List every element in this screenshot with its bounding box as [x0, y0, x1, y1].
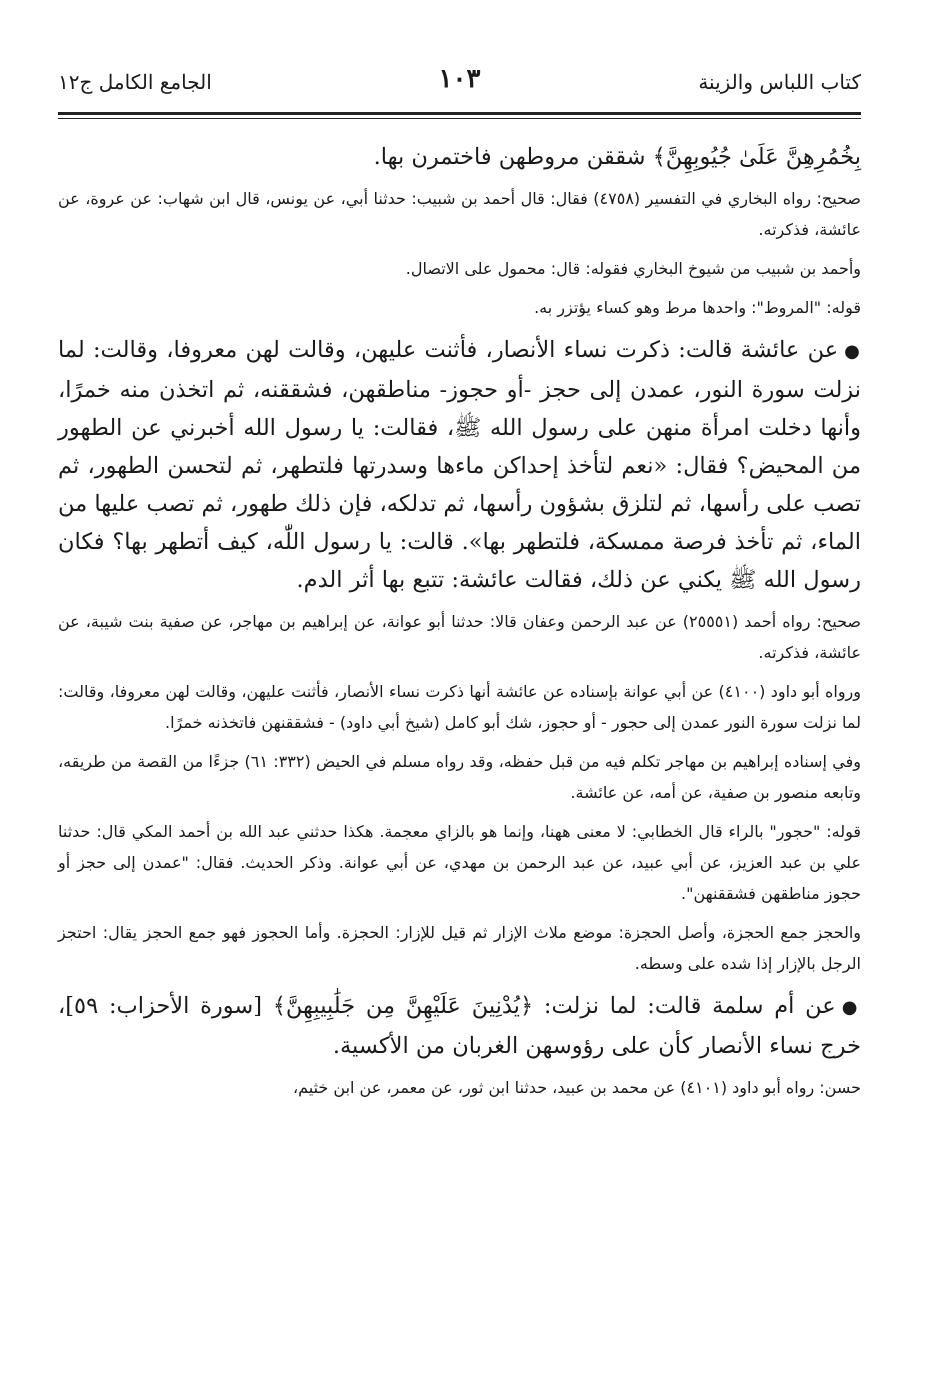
- commentary-paragraph: [58, 253, 861, 284]
- hadith-paragraph: [58, 987, 861, 1065]
- commentary-paragraph: [58, 1072, 861, 1103]
- paragraph-text: حسن: رواه أبو داود (٤١٠١) عن محمد بن عبيد، حدثنا ابن ثور، عن معمر، عن ابن خثيم،: [292, 1078, 861, 1097]
- paragraph-text: وأحمد بن شبيب من شيوخ البخاري فقوله: قال: محمول على الاتصال.: [405, 259, 861, 278]
- header-rule-thick: [58, 112, 861, 115]
- hadith-paragraph: [58, 138, 861, 176]
- bullet-icon: ●: [841, 997, 861, 1018]
- commentary-paragraph: [58, 816, 861, 909]
- paragraph-text: ورواه أبو داود (٤١٠٠) عن أبي عوانة بإسناده عن عائشة أنها ذكرت نساء الأنصار، فأثنت عليهن، وقالت لهن معروفا، وقالت: لما نزلت سورة النور عمدن إلى حجور - أو حجوز، شك أبو كامل (شيخ أبي داود) - فشققنهن فاتخذنه خمرًا.: [58, 682, 862, 732]
- header-rule-thin: [58, 118, 861, 119]
- commentary-paragraph: [58, 606, 861, 668]
- book-title: كتاب اللباس والزينة: [698, 70, 861, 94]
- book-page: [58, 0, 861, 1381]
- paragraph-text: وفي إسناده إبراهيم بن مهاجر تكلم فيه من قبل حفظه، وقد رواه مسلم في الحيض (٣٣٢: ٦١) جزءًا من القصة من طريقه، وتابعه منصور بن صفية، عن أمه، عن عائشة.: [58, 752, 862, 802]
- commentary-paragraph: [58, 292, 861, 323]
- paragraph-text: بِخُمُرِهِنَّ عَلَىٰ جُيُوبِهِنَّ﴾ شققن مروطهن فاختمرن بها.: [373, 144, 861, 170]
- bullet-icon: ●: [844, 341, 861, 362]
- commentary-paragraph: [58, 183, 861, 245]
- paragraph-text: قوله: "المروط": واحدها مرط وهو كساء يؤتزر به.: [534, 298, 861, 317]
- page-header: [58, 62, 861, 102]
- hadith-paragraph: [58, 331, 861, 599]
- paragraph-text: عن عائشة قالت: ذكرت نساء الأنصار، فأثنت عليهن، وقالت لهن معروفا، وقالت: لما نزلت سورة النور، عمدن إلى حجز -أو حجوز- مناطقهن، فشققنه، ثم اتخذن منه خمرًا، وأنها دخلت امرأة منهن على رسول الله ﷺ، فقالت: يا رسول الله أخبرني عن الطهور من المحيض؟ فقال: «نعم لتأخذ إحداكن ماءها وسدرتها فلتطهر، ثم لتحسن الطهور، ثم تصب على رأسها، ثم لتلزق بشؤون رأسها، ثم تدلكه، فإن ذلك طهور، ثم تصب عليها من الماء، ثم تأخذ فرصة ممسكة، فلتطهر بها». قالت: يا رسول اللّٰه، كيف أتطهر بها؟ فكان رسول الله ﷺ يكني عن ذلك، فقالت عائشة: تتبع بها أثر الدم.: [58, 337, 861, 593]
- commentary-paragraph: [58, 746, 861, 808]
- paragraph-text: عن أم سلمة قالت: لما نزلت: ﴿يُدْنِينَ عَلَيْهِنَّ مِن جَلَٰبِيبِهِنَّ﴾ [سورة الأحزاب: ٥٩]، خرج نساء الأنصار كأن على رؤوسهن الغربان من الأكسية.: [58, 993, 861, 1059]
- paragraph-text: صحيح: رواه أحمد (٢٥٥٥١) عن عبد الرحمن وعفان قالا: حدثنا أبو عوانة، عن إبراهيم بن مهاجر، عن صفية بنت شيبة، عن عائشة، فذكرته.: [58, 612, 861, 662]
- paragraph-text: صحيح: رواه البخاري في التفسير (٤٧٥٨) فقال: قال أحمد بن شبيب: حدثنا أبي، عن يونس، قال ابن شهاب: عن عروة، عن عائشة، فذكرته.: [58, 189, 861, 239]
- paragraph-text: قوله: "حجور" بالراء قال الخطابي: لا معنى ههنا، وإنما هو بالزاي معجمة. هكذا حدثني عبد الله بن أحمد المكي قال: حدثنا علي بن عبد العزيز، عن أبي عبيد، عن عبد الرحمن بن مهدي، عن أبي عوانة. وذكر الحديث. فقال: "عمدن إلى حجز أو حجوز مناطقهن فشققنهن".: [58, 822, 861, 903]
- commentary-paragraph: [58, 676, 861, 738]
- paragraph-text: والحجز جمع الحجزة، وأصل الحجزة: موضع ملاث الإزار ثم قيل للإزار: الحجزة. وأما الحجوز فهو جمع الحجز يقال: احتجز الرجل بالإزار إذا شده على وسطه.: [58, 923, 861, 973]
- collection-title: الجامع الكامل ج١٢: [58, 70, 212, 94]
- commentary-paragraph: [58, 917, 861, 979]
- page-body: [58, 138, 861, 1111]
- page-number: ١٠٣: [438, 64, 481, 94]
